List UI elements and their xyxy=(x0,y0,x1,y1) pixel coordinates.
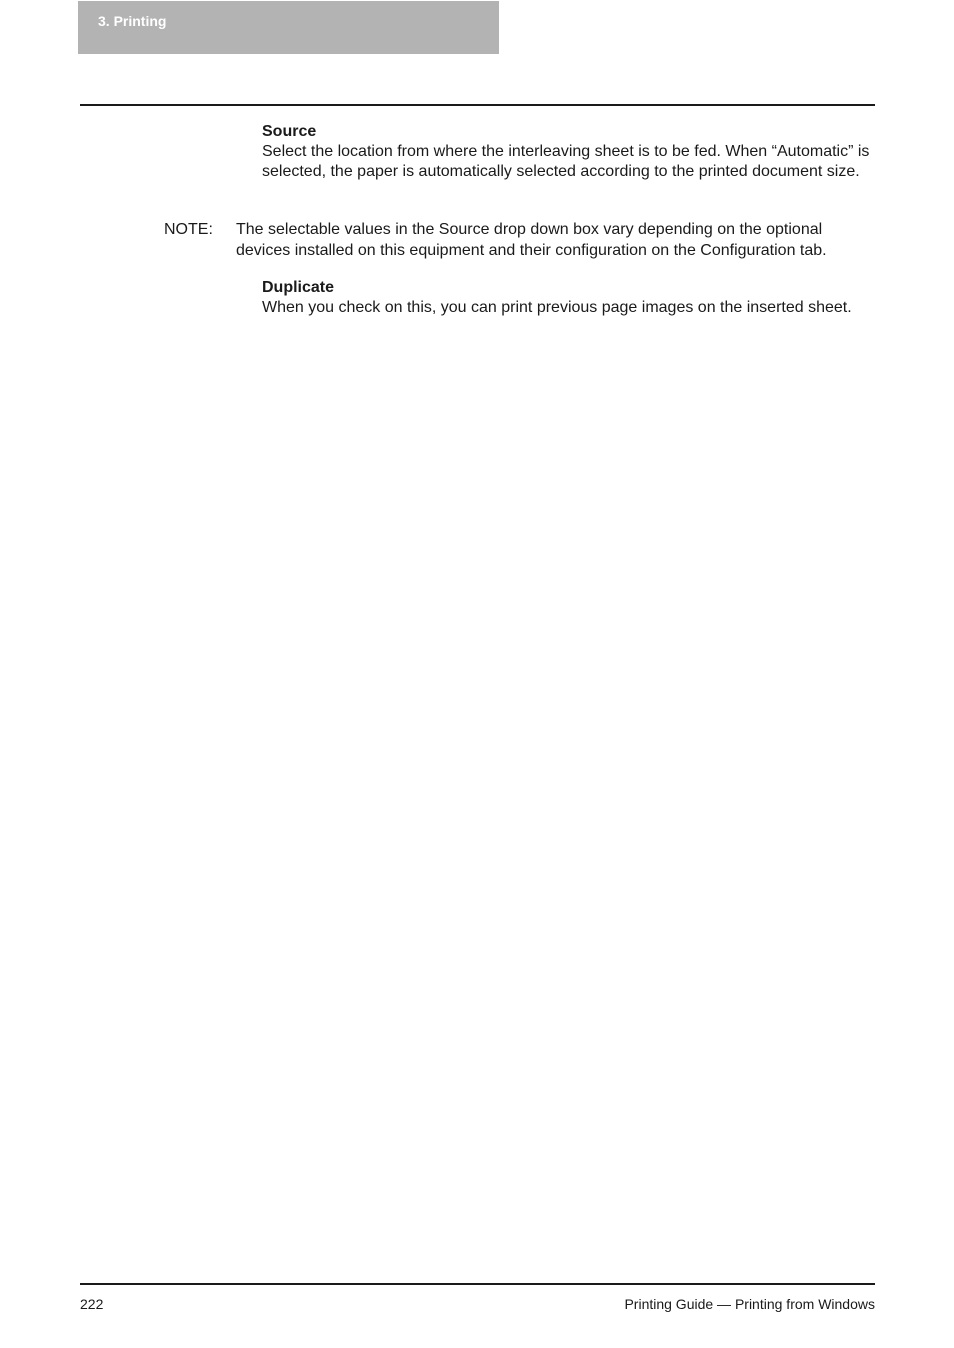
note-label: NOTE: xyxy=(164,221,213,238)
chapter-title: 3. Printing xyxy=(98,13,167,29)
note-text: The selectable values in the Source drop down box vary depending on the optional devices installed on this equipment and their configuration on the Configuration tab. xyxy=(236,221,827,259)
duplicate-description: When you check on this, you can print previous page images on the inserted sheet. xyxy=(262,299,852,316)
source-section xyxy=(262,122,876,182)
page-number: 222 xyxy=(80,1296,104,1312)
source-description: Select the location from where the interleaving sheet is to be fed. When “Automatic” is selected, the paper is automatically selected according to the printed document size. xyxy=(262,143,870,180)
header-divider xyxy=(80,104,875,106)
footer-title: Printing Guide — Printing from Windows xyxy=(624,1296,875,1312)
chapter-header-tab xyxy=(78,1,499,54)
duplicate-section xyxy=(262,278,876,318)
footer-divider xyxy=(80,1283,875,1285)
source-heading: Source xyxy=(262,123,317,140)
duplicate-heading: Duplicate xyxy=(262,279,335,296)
